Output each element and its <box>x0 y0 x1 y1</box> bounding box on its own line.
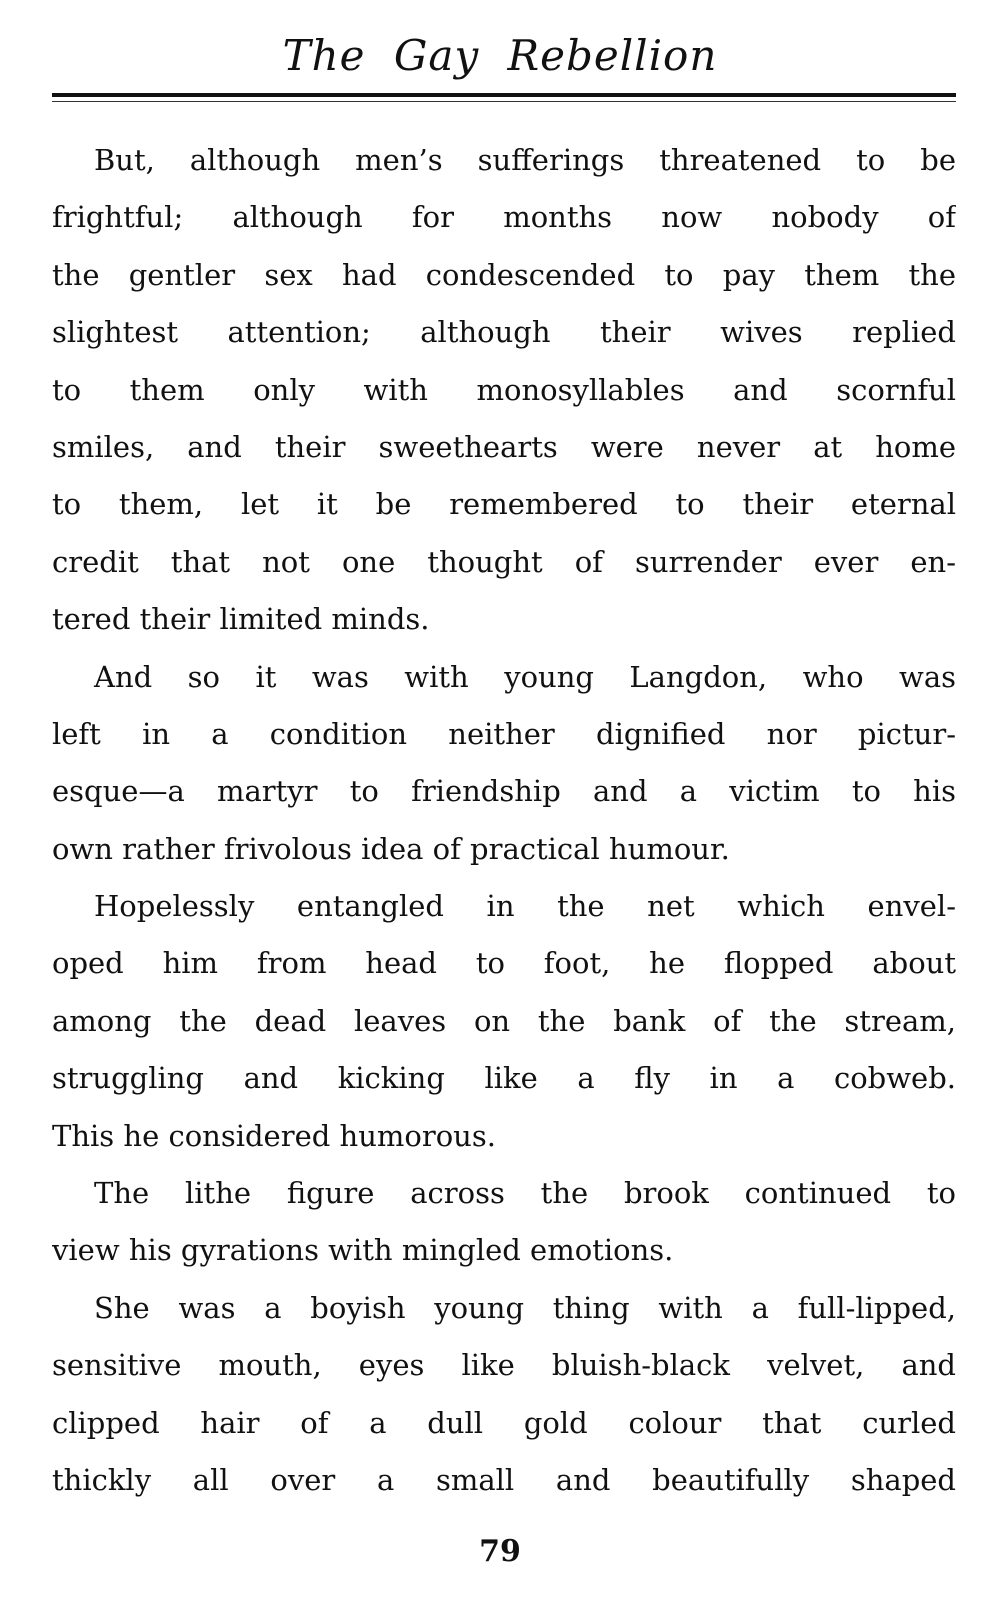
text-line: tered their limited minds. <box>52 602 430 637</box>
paragraph <box>52 1280 956 1510</box>
text-line: But, although men’s sufferings threatened to be <box>94 143 956 177</box>
running-head-title: The Gay Rebellion <box>282 31 718 80</box>
text-line: sensitive mouth, eyes like bluish-black velvet, and <box>52 1348 956 1383</box>
text-line: esque—a martyr to friendship and a victim to his <box>52 774 956 809</box>
body-text <box>52 132 956 1509</box>
text-line: slightest attention; although their wives replied <box>52 315 956 350</box>
paragraph <box>52 1165 956 1280</box>
header-rule-thick <box>52 93 956 97</box>
text-line: among the dead leaves on the bank of the stream, <box>52 1003 956 1038</box>
page-number: 79 <box>479 1534 521 1569</box>
text-line: The lithe figure across the brook continued to <box>94 1176 956 1211</box>
header-rule-thin <box>52 101 956 102</box>
text-line: This he considered humorous. <box>52 1118 496 1153</box>
text-line: struggling and kicking like a fly in a cobweb. <box>52 1061 956 1096</box>
text-line: credit that not one thought of surrender ever en- <box>52 544 956 579</box>
text-line: view his gyrations with mingled emotions. <box>52 1233 674 1268</box>
text-line: frightful; although for months now nobody of <box>52 200 956 235</box>
text-line: left in a condition neither dignified nor pictur- <box>52 716 956 751</box>
paragraph <box>52 878 956 1165</box>
text-line: own rather frivolous idea of practical humour. <box>52 831 730 866</box>
text-line: smiles, and their sweethearts were never at home <box>52 429 956 464</box>
text-line: And so it was with young Langdon, who was <box>94 659 956 694</box>
text-line: clipped hair of a dull gold colour that curled <box>52 1405 956 1440</box>
text-line: the gentler sex had condescended to pay them the <box>52 257 956 292</box>
text-line: oped him from head to foot, he flopped about <box>52 946 956 981</box>
text-line: to them only with monosyllables and scornful <box>52 372 956 407</box>
text-line: to them, let it be remembered to their eternal <box>52 487 956 522</box>
text-line: thickly all over a small and beautifully shaped <box>52 1462 956 1497</box>
text-line: Hopelessly entangled in the net which envel- <box>94 889 956 924</box>
paragraph <box>52 132 956 649</box>
text-line: She was a boyish young thing with a full-lipped, <box>94 1290 956 1325</box>
paragraph <box>52 649 956 879</box>
